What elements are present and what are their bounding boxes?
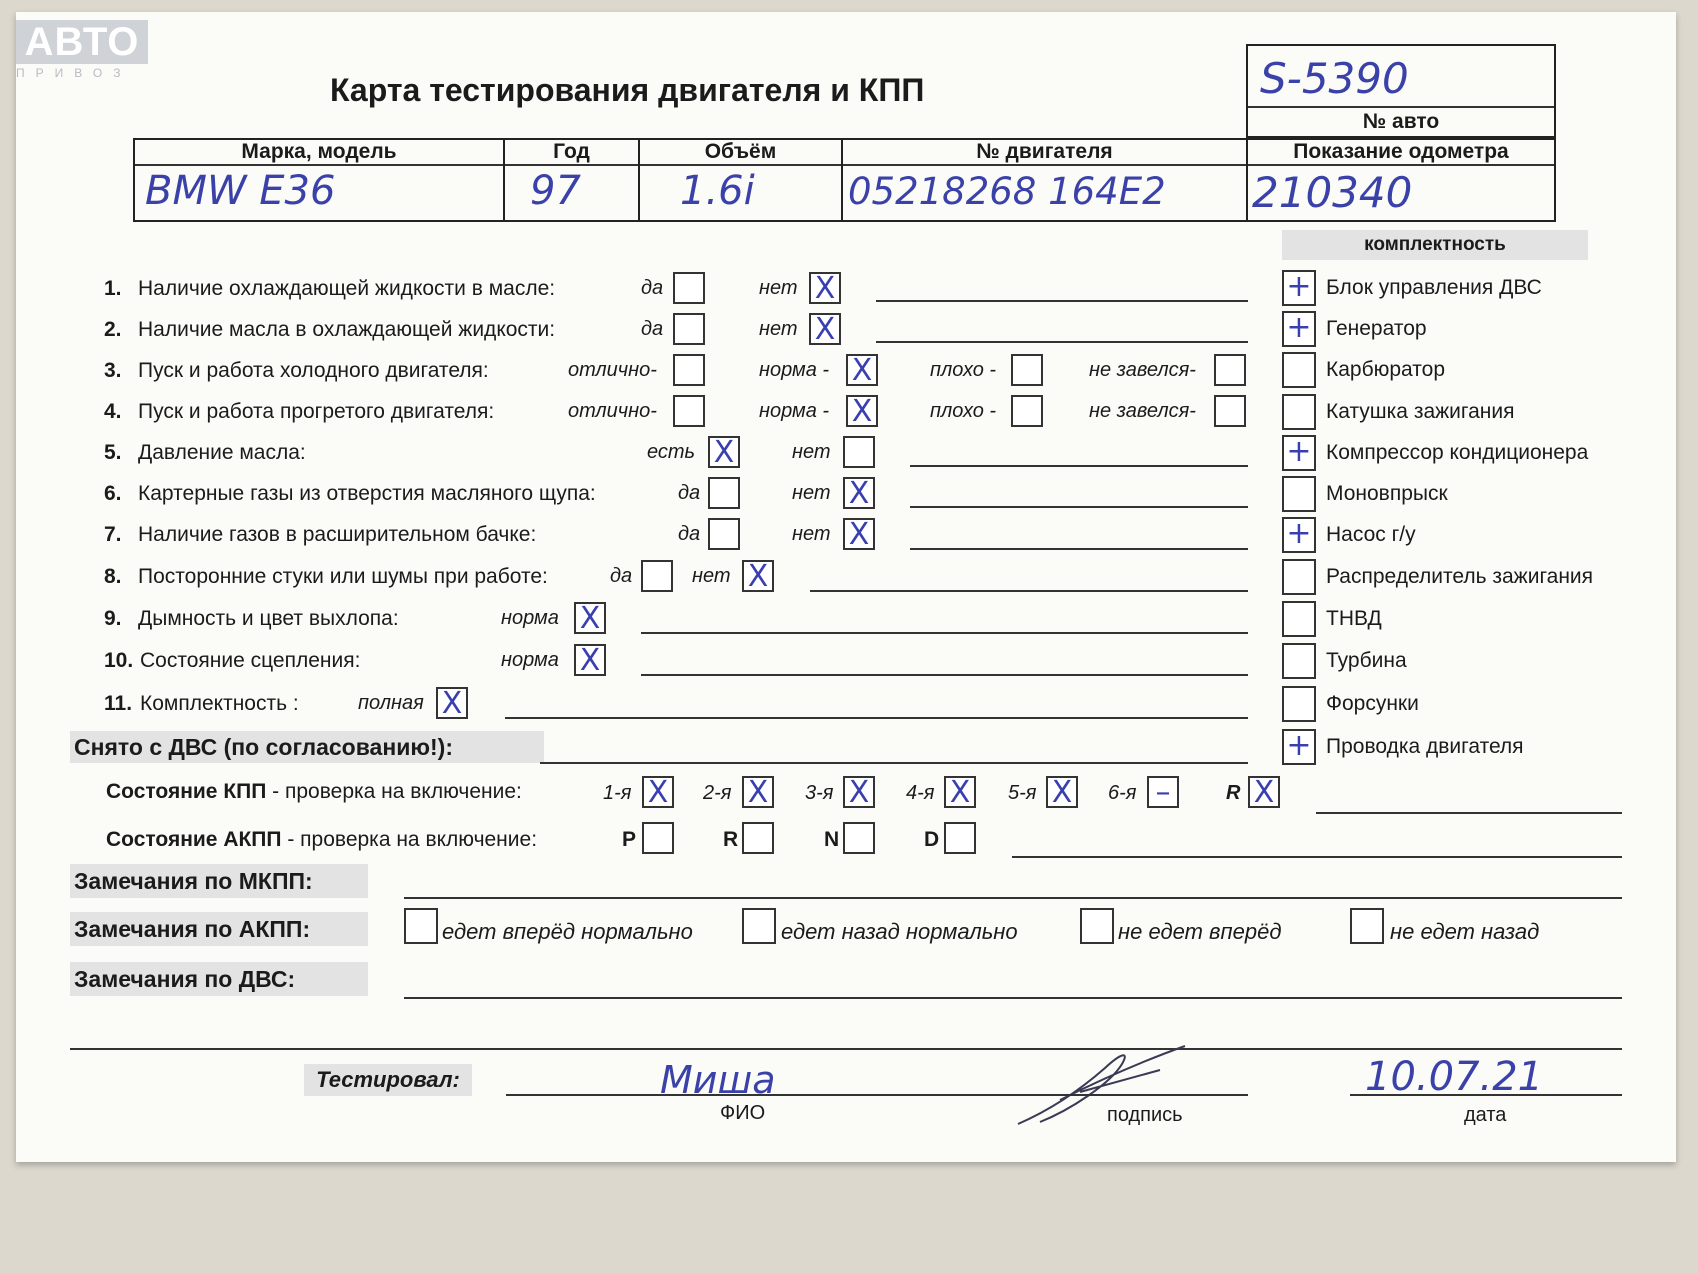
logo-subtitle: ПРИВОЗ — [16, 66, 132, 80]
removed-line — [540, 762, 1248, 764]
check-number: 2. — [104, 318, 122, 341]
gear-checkbox-6[interactable]: – — [1147, 776, 1179, 808]
akpp-gear-checkbox-p[interactable] — [642, 822, 674, 854]
make-model-value: BMW E36 — [145, 168, 336, 214]
option-otlichno: отлично- — [568, 359, 657, 381]
akpp-gear-checkbox-d[interactable] — [944, 822, 976, 854]
remarks-mkpp-label: Замечания по МКПП: — [70, 864, 368, 898]
check-number: 7. — [104, 523, 122, 546]
check-label: Комплектность : — [140, 692, 299, 715]
auto-number-value: S-5390 — [1260, 54, 1409, 103]
year-value: 97 — [530, 168, 581, 214]
gear-checkbox-1[interactable]: X — [642, 776, 674, 808]
vehicle-table-divider — [135, 164, 1554, 166]
complete-checkbox[interactable]: + — [1282, 435, 1316, 471]
gear-checkbox-r[interactable]: X — [1248, 776, 1280, 808]
checkbox-da[interactable] — [673, 272, 705, 304]
akpp-label-rest: - проверка на включение: — [281, 828, 538, 851]
complete-label: Катушка зажигания — [1326, 400, 1515, 423]
akpp-forward-ok-checkbox[interactable] — [404, 908, 438, 944]
gear-label: 4-я — [906, 782, 935, 804]
notes-line — [910, 548, 1248, 550]
complete-label: Турбина — [1326, 649, 1407, 672]
akpp-gear-label: R — [723, 828, 739, 851]
gear-label: 1-я — [603, 782, 632, 804]
notes-line — [876, 341, 1248, 343]
gear-label: 2-я — [703, 782, 732, 804]
akpp-no-forward-checkbox[interactable] — [1080, 908, 1114, 944]
check-label: Состояние сцепления: — [140, 649, 361, 672]
notes-line — [876, 300, 1248, 302]
remarks-mkpp-line — [404, 897, 1622, 899]
complete-checkbox[interactable] — [1282, 643, 1316, 679]
akpp-forward-ok-label: едет вперёд нормально — [442, 919, 693, 944]
notes-line — [641, 632, 1248, 634]
complete-label: Насос г/у — [1326, 523, 1416, 546]
option-otlichno: отлично- — [568, 400, 657, 422]
check-label: Давление масла: — [138, 441, 306, 464]
option-norma: норма - — [759, 400, 830, 422]
check-number: 3. — [104, 359, 122, 382]
check-number: 1. — [104, 277, 122, 300]
complete-label: Форсунки — [1326, 692, 1419, 715]
option-net: нет — [792, 523, 831, 545]
complete-label: Карбюратор — [1326, 358, 1446, 381]
option-da: да — [678, 482, 701, 504]
checkbox-net[interactable]: X — [843, 477, 875, 509]
checkbox-ploho[interactable] — [1011, 395, 1043, 427]
check-number: 5. — [104, 441, 122, 464]
option-net: нет — [759, 277, 798, 299]
complete-checkbox[interactable] — [1282, 476, 1316, 512]
fio-caption: ФИО — [720, 1102, 766, 1124]
check-label: Наличие охлаждающей жидкости в масле: — [138, 277, 556, 300]
check-label: Пуск и работа холодного двигателя: — [138, 359, 489, 382]
header-make-model: Марка, модель — [241, 140, 397, 163]
checkbox-norma[interactable]: X — [846, 354, 878, 386]
date-line — [1350, 1094, 1622, 1096]
check-label: Пуск и работа прогретого двигателя: — [138, 400, 495, 423]
avtoprivoz-logo: АВТО — [16, 20, 148, 64]
akpp-no-backward-checkbox[interactable] — [1350, 908, 1384, 944]
complete-label: Генератор — [1326, 317, 1427, 340]
checkbox-norma[interactable]: X — [574, 602, 606, 634]
option-da: да — [641, 318, 664, 340]
option-norma: норма — [501, 607, 559, 629]
kpp-notes-line — [1316, 812, 1622, 814]
check-label: Наличие масла в охлаждающей жидкости: — [138, 318, 556, 341]
header-year: Год — [553, 140, 590, 163]
complete-label: Блок управления ДВС — [1326, 276, 1542, 299]
option-norma: норма — [501, 649, 559, 671]
odometer-value: 210340 — [1252, 168, 1413, 217]
remarks-dvs-label: Замечания по ДВС: — [70, 962, 368, 996]
checkbox-da[interactable] — [708, 477, 740, 509]
signature-line — [1012, 1094, 1248, 1096]
akpp-gear-checkbox-r[interactable] — [742, 822, 774, 854]
remarks-extra-line — [70, 1048, 1622, 1050]
checkbox-norma[interactable]: X — [846, 395, 878, 427]
date-caption: дата — [1464, 1104, 1507, 1126]
notes-line — [910, 465, 1248, 467]
checkbox-net[interactable] — [843, 436, 875, 468]
tested-by-label: Тестировал: — [304, 1064, 472, 1096]
removed-from-engine-label: Снято с ДВС (по согласованию!): — [70, 731, 544, 763]
option-da: да — [641, 277, 664, 299]
akpp-gear-label: D — [924, 828, 940, 851]
kpp-label — [106, 780, 522, 804]
option-ne-zavelsya: не завелся- — [1089, 359, 1196, 381]
akpp-no-forward-label: не едет вперёд — [1118, 919, 1282, 944]
gear-label: 3-я — [805, 782, 834, 804]
checkbox-net[interactable]: X — [843, 518, 875, 550]
checkbox-da[interactable] — [673, 313, 705, 345]
check-number: 11. — [104, 692, 133, 715]
akpp-label — [106, 828, 537, 852]
option-polnaya: полная — [358, 692, 424, 714]
fio-line — [506, 1094, 1012, 1096]
kpp-label-bold: Состояние КПП — [106, 780, 267, 803]
option-ne-zavelsya: не завелся- — [1089, 400, 1196, 422]
check-label: Дымность и цвет выхлопа: — [138, 607, 399, 630]
header-volume: Объём — [704, 140, 777, 163]
gear-label: 5-я — [1008, 782, 1037, 804]
gear-label: R — [1226, 782, 1241, 804]
check-label: Посторонние стуки или шумы при работе: — [138, 565, 548, 588]
akpp-gear-label: N — [824, 828, 840, 851]
gear-checkbox-5[interactable]: X — [1046, 776, 1078, 808]
checkbox-net[interactable]: X — [742, 560, 774, 592]
notes-line — [910, 506, 1248, 508]
option-est: есть — [647, 441, 696, 463]
checkbox-norma[interactable]: X — [574, 644, 606, 676]
notes-line — [810, 590, 1248, 592]
checkbox-ne-zavelsya[interactable] — [1214, 354, 1246, 386]
check-number: 4. — [104, 400, 122, 423]
option-norma: норма - — [759, 359, 830, 381]
checkbox-da[interactable] — [641, 560, 673, 592]
checkbox-net[interactable]: X — [809, 313, 841, 345]
tester-name-value: Миша — [660, 1058, 776, 1102]
header-odometer: Показание одометра — [1293, 140, 1509, 163]
option-da: да — [678, 523, 701, 545]
akpp-gear-label: P — [622, 828, 637, 851]
signature-caption: подпись — [1107, 1104, 1183, 1126]
complete-checkbox[interactable]: + — [1282, 311, 1316, 347]
date-value: 10.07.21 — [1365, 1054, 1544, 1100]
option-net: нет — [759, 318, 798, 340]
check-number: 9. — [104, 607, 122, 630]
checkbox-ne-zavelsya[interactable] — [1214, 395, 1246, 427]
complete-checkbox[interactable]: + — [1282, 729, 1316, 765]
complete-checkbox[interactable] — [1282, 394, 1316, 430]
gear-checkbox-2[interactable]: X — [742, 776, 774, 808]
option-net: нет — [792, 441, 831, 463]
complete-label: ТНВД — [1326, 607, 1382, 630]
akpp-gear-checkbox-n[interactable] — [843, 822, 875, 854]
gear-checkbox-4[interactable]: X — [944, 776, 976, 808]
checkbox-net[interactable]: X — [809, 272, 841, 304]
gear-checkbox-3[interactable]: X — [843, 776, 875, 808]
complete-checkbox[interactable] — [1282, 559, 1316, 595]
option-ploho: плохо - — [930, 400, 997, 422]
check-number: 8. — [104, 565, 122, 588]
header-engine-number: № двигателя — [976, 140, 1113, 163]
check-label: Наличие газов в расширительном бачке: — [138, 523, 537, 546]
checkbox-ploho[interactable] — [1011, 354, 1043, 386]
checkbox-da[interactable] — [708, 518, 740, 550]
volume-value: 1.6i — [680, 168, 755, 214]
akpp-label-bold: Состояние АКПП — [106, 828, 282, 851]
check-number: 6. — [104, 482, 122, 505]
option-da: да — [610, 565, 633, 587]
check-number: 10. — [104, 649, 134, 672]
checkbox-otlichno[interactable] — [673, 354, 705, 386]
complete-checkbox[interactable]: + — [1282, 517, 1316, 553]
notes-line — [641, 674, 1248, 676]
akpp-backward-ok-label: едет назад нормально — [781, 919, 1018, 944]
auto-number-divider — [1248, 106, 1554, 108]
akpp-no-backward-label: не едет назад — [1390, 919, 1540, 944]
akpp-backward-ok-checkbox[interactable] — [742, 908, 776, 944]
complete-checkbox[interactable] — [1282, 601, 1316, 637]
check-label: Картерные газы из отверстия масляного щупа: — [138, 482, 596, 505]
checkbox-otlichno[interactable] — [673, 395, 705, 427]
gear-label: 6-я — [1108, 782, 1137, 804]
complete-checkbox[interactable] — [1282, 352, 1316, 388]
complete-checkbox[interactable] — [1282, 686, 1316, 722]
complete-checkbox[interactable]: + — [1282, 270, 1316, 306]
kpp-label-rest: - проверка на включение: — [266, 780, 522, 803]
complete-label: Моновпрыск — [1326, 482, 1448, 505]
complete-label: Компрессор кондиционера — [1326, 441, 1589, 464]
notes-line — [505, 717, 1248, 719]
checkbox-polnaya[interactable]: X — [436, 687, 468, 719]
complete-label: Проводка двигателя — [1326, 735, 1524, 758]
akpp-notes-line — [1012, 856, 1622, 858]
completeness-title: комплектность — [1282, 230, 1588, 260]
complete-label: Распределитель зажигания — [1326, 565, 1594, 588]
option-ploho: плохо - — [930, 359, 997, 381]
option-net: нет — [692, 565, 731, 587]
auto-number-label: № авто — [1362, 110, 1440, 133]
engine-number-value: 05218268 164E2 — [848, 170, 1166, 213]
option-net: нет — [792, 482, 831, 504]
page-title: Карта тестирования двигателя и КПП — [330, 72, 925, 108]
checkbox-est[interactable]: X — [708, 436, 740, 468]
remarks-dvs-line — [404, 997, 1622, 999]
remarks-akpp-label: Замечания по АКПП: — [70, 912, 368, 946]
